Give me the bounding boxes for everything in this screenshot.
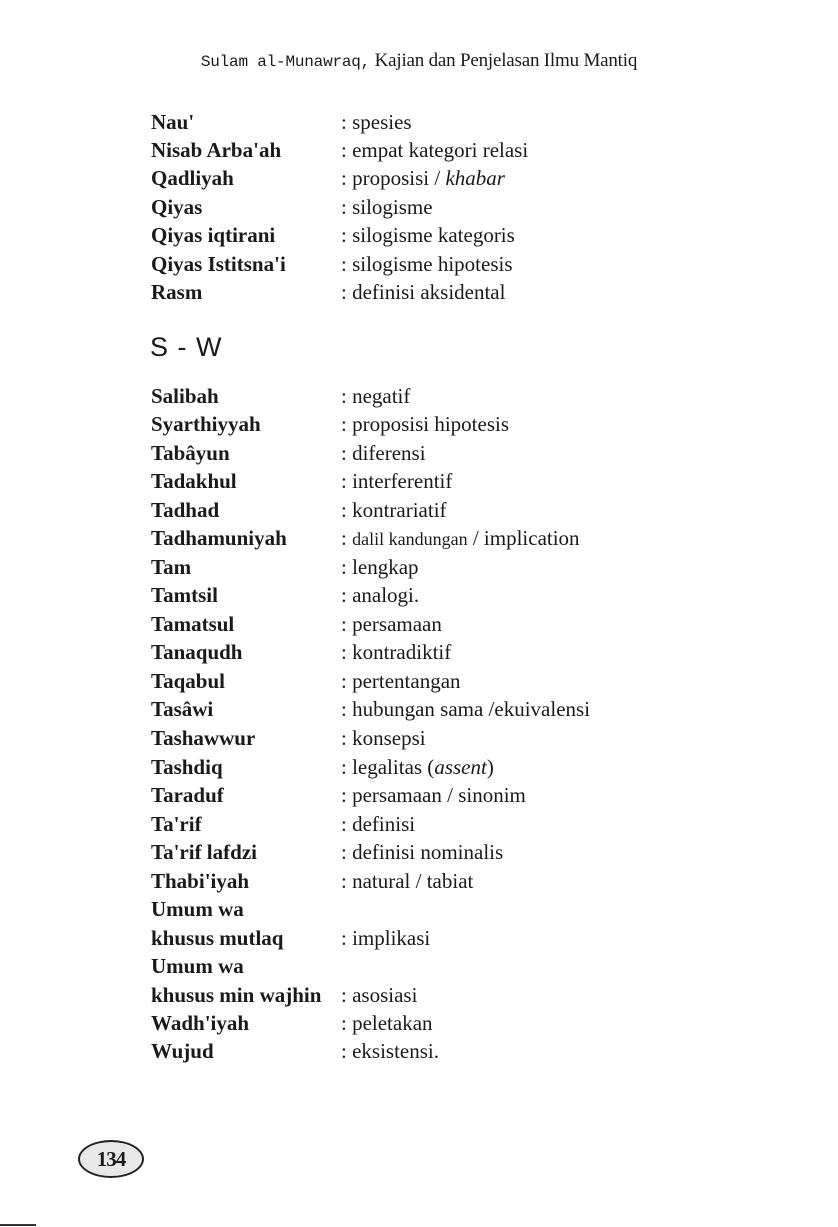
glossary-definition: : kontrariatif <box>341 498 447 522</box>
glossary-term: Umum wa <box>151 954 244 978</box>
glossary-definition: : silogisme hipotesis <box>341 252 513 276</box>
glossary-entry <box>0 867 838 895</box>
glossary-definition: : definisi nominalis <box>341 840 504 864</box>
glossary-term: Tabâyun <box>151 441 230 465</box>
glossary-entry <box>0 981 838 1009</box>
glossary-entry <box>0 667 838 695</box>
glossary-definition: : definisi <box>341 812 416 836</box>
definition-text: : legalitas ( <box>341 755 435 779</box>
glossary-definition <box>341 524 580 553</box>
glossary-definition: : konsepsi <box>341 726 426 750</box>
glossary-entry <box>0 439 838 467</box>
glossary-definition: : definisi aksidental <box>341 280 506 304</box>
glossary-term: khusus min wajhin <box>151 983 322 1007</box>
glossary-term: Wadh'iyah <box>151 1011 250 1035</box>
glossary-entry <box>0 781 838 809</box>
glossary-entry <box>0 221 838 249</box>
glossary-entry <box>0 496 838 524</box>
glossary-term: Qiyas iqtirani <box>151 223 276 247</box>
glossary-definition: : spesies <box>341 110 412 134</box>
glossary-definition: : empat kategori relasi <box>341 138 529 162</box>
glossary-entry <box>0 952 838 980</box>
definition-small-text: dalil kandungan <box>352 529 468 549</box>
glossary-term: Tashawwur <box>151 726 256 750</box>
glossary-definition: : peletakan <box>341 1011 433 1035</box>
glossary-term: Nau' <box>151 110 195 134</box>
glossary-definition: : proposisi hipotesis <box>341 412 510 436</box>
glossary-entry <box>0 753 838 781</box>
glossary-definition <box>341 753 494 781</box>
glossary-definition: : persamaan <box>341 612 442 636</box>
glossary-definition: : interferentif <box>341 469 453 493</box>
glossary-entry <box>0 136 838 164</box>
glossary-term: Tamatsul <box>151 612 235 636</box>
glossary-entry <box>0 724 838 752</box>
glossary-definition: : silogisme kategoris <box>341 223 515 247</box>
glossary-entry <box>0 924 838 952</box>
glossary-entry <box>0 553 838 581</box>
glossary-definition: : analogi. <box>341 583 420 607</box>
definition-suffix: ) <box>486 755 494 779</box>
glossary-definition: : kontradiktif <box>341 640 452 664</box>
glossary-entry <box>0 250 838 278</box>
glossary-term: Salibah <box>151 384 219 408</box>
book-title-mono: Sulam al-Munawraq, <box>200 53 371 71</box>
page-edge-divider <box>0 1224 36 1226</box>
glossary-term: Umum wa <box>151 897 244 921</box>
glossary-entry <box>0 410 838 438</box>
glossary-term: Qiyas <box>151 195 203 219</box>
glossary-term: Tadakhul <box>151 469 237 493</box>
glossary-definition <box>341 164 505 192</box>
glossary-term: Tam <box>151 555 192 579</box>
glossary-entry <box>0 467 838 495</box>
definition-prefix: : <box>341 526 353 550</box>
glossary-term: Qiyas Istitsna'i <box>151 252 286 276</box>
definition-italic: assent <box>434 755 487 779</box>
glossary-term: Tanaqudh <box>151 640 243 664</box>
glossary-term: khusus mutlaq <box>151 926 284 950</box>
glossary-definition: : pertentangan <box>341 669 461 693</box>
glossary-entry <box>0 1037 838 1065</box>
glossary-entry <box>0 695 838 723</box>
glossary-definition: : eksistensi. <box>341 1039 439 1063</box>
glossary-definition: : silogisme <box>341 195 433 219</box>
definition-text: : proposisi / <box>341 166 446 190</box>
glossary-term: Wujud <box>151 1039 214 1063</box>
glossary-entry <box>0 581 838 609</box>
glossary-term: Taqabul <box>151 669 225 693</box>
glossary-definition: : lengkap <box>341 555 419 579</box>
glossary-term: Ta'rif lafdzi <box>151 840 257 864</box>
glossary-definition: : diferensi <box>341 441 426 465</box>
glossary-term: Qadliyah <box>151 166 234 190</box>
glossary-term: Thabi'iyah <box>151 869 250 893</box>
glossary-definition: : hubungan sama /ekuivalensi <box>341 697 591 721</box>
glossary-term: Tadhad <box>151 498 220 522</box>
glossary-entry <box>0 278 838 306</box>
book-title-rest: Kajian dan Penjelasan Ilmu Mantiq <box>370 50 638 71</box>
glossary-definition: : natural / tabiat <box>341 869 474 893</box>
glossary-term: Syarthiyyah <box>151 412 261 436</box>
glossary-term: Ta'rif <box>151 812 202 836</box>
glossary-entry <box>0 382 838 410</box>
definition-italic: khabar <box>445 166 505 190</box>
glossary-definition: : asosiasi <box>341 983 418 1007</box>
glossary-entry <box>0 638 838 666</box>
glossary-entry <box>0 108 838 136</box>
section-heading: S - W <box>150 332 223 362</box>
glossary-term: Taraduf <box>151 783 224 807</box>
glossary-term: Tashdiq <box>151 755 223 779</box>
definition-text: / implication <box>467 526 580 550</box>
glossary-definition: : persamaan / sinonim <box>341 783 526 807</box>
glossary-definition: : negatif <box>341 384 411 408</box>
glossary-term: Tamtsil <box>151 583 218 607</box>
glossary-entry <box>0 610 838 638</box>
glossary-entry <box>0 164 838 192</box>
running-header <box>0 50 838 72</box>
glossary-entry <box>0 810 838 838</box>
glossary-entry <box>0 838 838 866</box>
glossary-entry <box>0 1009 838 1037</box>
page-number: 134 <box>78 1140 144 1178</box>
glossary-entry <box>0 193 838 221</box>
glossary-term: Tasâwi <box>151 697 214 721</box>
glossary-term: Nisab Arba'ah <box>151 138 282 162</box>
glossary-entry <box>0 895 838 923</box>
glossary-entry <box>0 524 838 552</box>
glossary-term: Rasm <box>151 280 203 304</box>
glossary-term: Tadhamuniyah <box>151 526 287 550</box>
glossary-definition: : implikasi <box>341 926 431 950</box>
